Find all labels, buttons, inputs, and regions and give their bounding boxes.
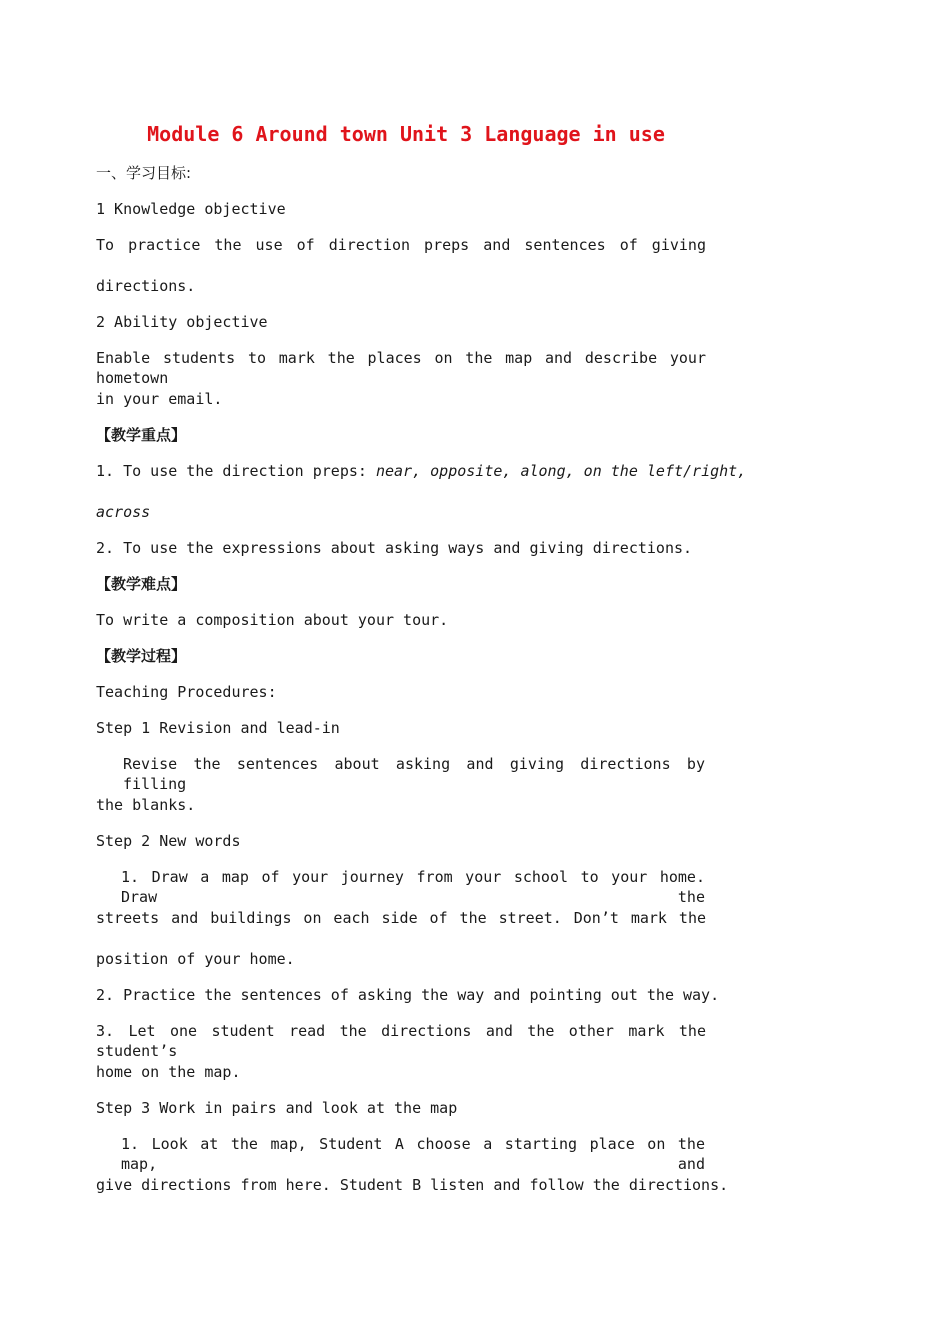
step-1-text-cont: the blanks. [96, 796, 196, 814]
key-point-1-cont: across [96, 503, 151, 521]
ability-objective-text-cont: in your email. [96, 390, 223, 408]
step-3-item-1-cont: give directions from here. Student B listen and follow the directions. [96, 1176, 729, 1194]
key-point-1-prefix: 1. To use the direction preps: [96, 462, 376, 480]
step-2-item-3-cont: home on the map. [96, 1063, 241, 1081]
ability-objective-heading: 2 Ability objective [96, 313, 268, 331]
step-1-text: Revise the sentences about asking and giving directions by filling [123, 755, 705, 793]
step-2-item-1-end: position of your home. [96, 950, 295, 968]
step-2-item-3: 3. Let one student read the directions and the other mark the student’s [96, 1022, 706, 1060]
step-2-item-1: 1. Draw a map of your journey from your school to your home. Draw the [121, 868, 705, 906]
difficult-point-text: To write a composition about your tour. [96, 611, 449, 629]
key-points-heading: 【教学重点】 [96, 426, 187, 444]
key-point-2: 2. To use the expressions about asking ways and giving directions. [96, 539, 693, 557]
ability-objective-text: Enable students to mark the places on the map and describe your hometown [96, 349, 706, 387]
knowledge-objective-heading: 1 Knowledge objective [96, 200, 286, 218]
process-heading: 【教学过程】 [96, 647, 187, 665]
difficult-points-heading: 【教学难点】 [96, 575, 187, 593]
key-point-1-preps: near, opposite, along, on the left/right, [375, 462, 747, 480]
section-objectives-heading: 一、学习目标: [96, 164, 192, 182]
key-point-1 [96, 461, 746, 481]
step-2-item-2: 2. Practice the sentences of asking the way and pointing out the way. [96, 986, 720, 1004]
knowledge-objective-text: To practice the use of direction preps and sentences of giving [96, 236, 706, 254]
step-2-heading: Step 2 New words [96, 832, 241, 850]
step-1-heading: Step 1 Revision and lead-in [96, 719, 340, 737]
step-3-heading: Step 3 Work in pairs and look at the map [96, 1099, 458, 1117]
step-2-item-1-cont: streets and buildings on each side of the street. Don’t mark the [96, 909, 706, 927]
teaching-procedures-label: Teaching Procedures: [96, 683, 277, 701]
knowledge-objective-text-cont: directions. [96, 277, 196, 295]
step-3-item-1: 1. Look at the map, Student A choose a starting place on the map, and [121, 1135, 705, 1173]
page-title: Module 6 Around town Unit 3 Language in use [147, 122, 665, 146]
